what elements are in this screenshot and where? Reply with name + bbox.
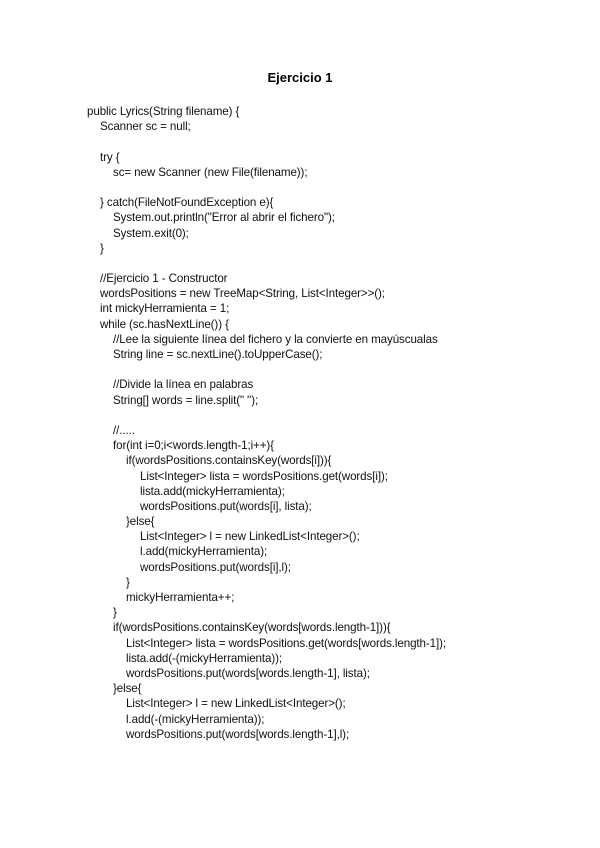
code-line: List<Integer> l = new LinkedList<Integer>();	[140, 530, 360, 544]
code-line: public Lyrics(String filename) {	[87, 105, 240, 118]
code-line: //Lee la siguiente línea del fichero y la convierte en mayúscualas	[113, 332, 438, 346]
code-line: wordsPositions.put(words[words.length-1],l);	[126, 727, 350, 741]
code-block	[87, 104, 446, 742]
code-line: Scanner sc = null;	[100, 120, 191, 134]
code-line: List<Integer> lista = wordsPositions.get(words[words.length-1]);	[126, 636, 446, 650]
code-line: String[] words = line.split(" ");	[113, 393, 259, 407]
code-line: mickyHerramienta++;	[126, 591, 235, 604]
code-line: List<Integer> l = new LinkedList<Integer>();	[126, 697, 346, 711]
code-line: System.exit(0);	[113, 226, 189, 240]
code-line: lista.add(mickyHerramienta);	[140, 484, 285, 498]
code-line	[87, 180, 446, 195]
code-line: System.out.println("Error al abrir el fichero");	[113, 211, 335, 225]
code-line: while (sc.hasNextLine()) {	[100, 317, 229, 331]
page-title: Ejercicio 1	[267, 70, 333, 85]
code-line: //.....	[113, 423, 135, 437]
code-line: wordsPositions.put(words[i], lista);	[140, 499, 312, 513]
code-line: if(wordsPositions.containsKey(words[i])){	[126, 454, 332, 468]
code-line: int mickyHerramienta = 1;	[100, 302, 230, 316]
code-line: lista.add(-(mickyHerramienta));	[126, 651, 283, 665]
code-line: //Divide la línea en palabras	[113, 378, 254, 392]
code-line: } catch(FileNotFoundException e){	[100, 196, 274, 210]
code-line: }else{	[126, 515, 155, 529]
code-line: l.add(mickyHerramienta);	[140, 545, 268, 559]
code-line: }else{	[113, 682, 142, 696]
code-line: }	[126, 575, 130, 589]
code-line: wordsPositions.put(words[words.length-1], lista);	[126, 666, 370, 680]
code-line	[87, 362, 446, 377]
code-line: if(wordsPositions.containsKey(words[words.length-1])){	[113, 621, 391, 635]
code-line: String line = sc.nextLine().toUpperCase();	[113, 348, 323, 361]
code-line	[87, 408, 446, 423]
code-line: }	[100, 241, 104, 255]
code-line	[87, 134, 446, 149]
code-line: for(int i=0;i<words.length-1;i++){	[113, 439, 274, 453]
code-line: wordsPositions = new TreeMap<String, List<Integer>>();	[100, 287, 385, 301]
code-line: sc= new Scanner (new File(filename));	[113, 165, 308, 179]
code-line: List<Integer> lista = wordsPositions.get(words[i]);	[140, 469, 388, 483]
code-line: l.add(-(mickyHerramienta));	[126, 712, 265, 726]
code-line: try {	[100, 150, 120, 164]
code-line: wordsPositions.put(words[i],l);	[140, 560, 291, 574]
code-line	[87, 256, 446, 271]
code-line: //Ejercicio 1 - Constructor	[100, 272, 228, 286]
code-line: }	[113, 606, 117, 620]
